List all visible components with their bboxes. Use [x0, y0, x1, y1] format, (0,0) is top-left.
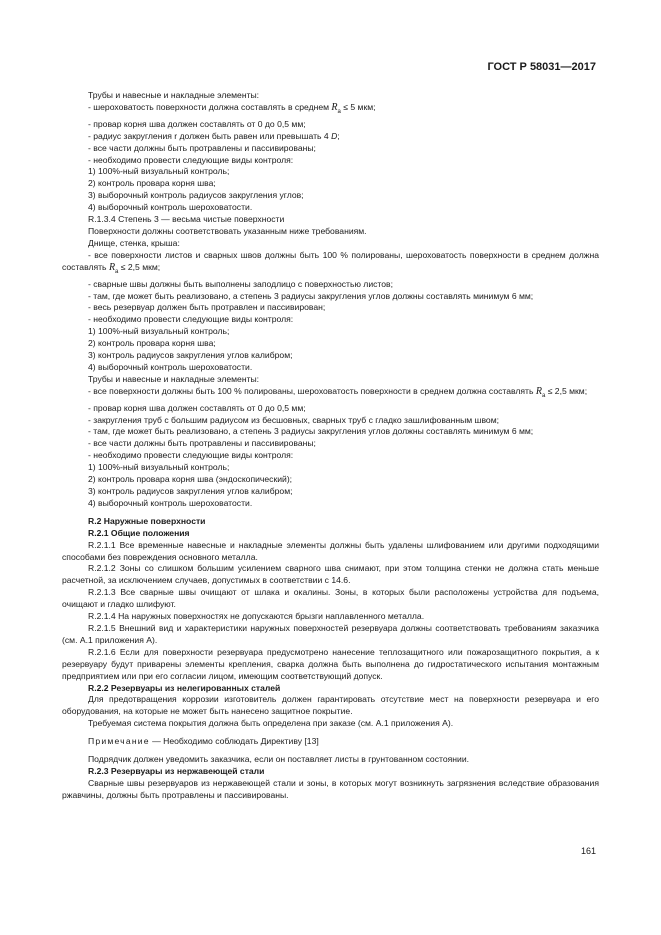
- document-body: [62, 90, 599, 802]
- document-header: ГОСТ Р 58031—2017: [487, 61, 596, 73]
- list-item: - радиус закругления r должен быть равен или превышать 4 D;: [88, 130, 340, 141]
- section-heading: R.2 Наружные поверхности: [88, 515, 206, 526]
- note-text: — Необходимо соблюдать Директиву [13]: [149, 736, 319, 747]
- ra-symbol: $R_a$: [331, 101, 341, 115]
- page-number: 161: [580, 846, 596, 856]
- list-item: - необходимо провести следующие виды контроля:: [88, 154, 294, 165]
- ra-symbol: $R_a$: [535, 385, 546, 399]
- list-item: - необходимо провести следующие виды контроля:: [88, 314, 294, 325]
- paragraph: Для предотвращения коррозии изготовитель должен гарантировать отсутствие мест на поверхности резервуара и его оборудования, на которые не может быть нанесено защитное покрытие.: [62, 694, 599, 717]
- paragraph: Поверхности должны соответствовать указанным ниже требованиям.: [88, 225, 367, 236]
- list-item: 1) 100%-ный визуальный контроль;: [88, 166, 230, 177]
- paragraph: Сварные швы резервуаров из нержавеющей стали и зоны, в которых могут возникнуть загрязнения вследствие образования ржавчины, должны быть протравлены и пассивированы.: [62, 777, 599, 800]
- note-label: Примечание: [88, 736, 150, 747]
- list-item: - все поверхности листов и сварных швов должны быть 100 % полированы, шероховатость поверхности в среднем должна составлять $R_a \le 2,5$ мкм;: [62, 249, 599, 275]
- list-item: 2) контроль провара корня шва (эндоскопический);: [88, 474, 293, 485]
- paragraph: Подрядчик должен уведомить заказчика, если он поставляет листы в грунтованном состоянии.: [88, 754, 470, 765]
- list-item: - весь резервуар должен быть протравлен и пассивирован;: [88, 302, 326, 313]
- paragraph: R.2.1.1 Все временные навесные и накладные элементы должны быть удалены шлифованием или другими подходящими способами без повреждения основного металла.: [62, 539, 599, 562]
- list-item: 3) контроль радиусов закругления углов калибром;: [88, 350, 293, 361]
- list-item: - необходимо провести следующие виды контроля:: [88, 450, 294, 461]
- list-item: - все поверхности должны быть 100 % полированы, шероховатость поверхности в среднем должна составлять $R_a \le 2,5$ мкм;: [88, 385, 588, 399]
- paragraph: R.2.1.6 Если для поверхности резервуара предусмотрено нанесение теплозащитного или пожарозащитного покрытия, а к резервуару будут приварены элементы крепления, сварка должна быть выполнена до гидростатического испытания монтажным предприятием или при его согласии лицом, имеющим соответствующий допуск.: [62, 646, 599, 681]
- list-item: - шероховатость поверхности должна составлять в среднем $R_a \le 5$ мкм;: [88, 101, 376, 115]
- paragraph: Днище, стенка, крыша:: [88, 237, 180, 248]
- subsection-heading: R.2.3 Резервуары из нержавеющей стали: [88, 765, 265, 776]
- list-item: 4) выборочный контроль шероховатости.: [88, 497, 253, 508]
- paragraph: Трубы и навесные и накладные элементы:: [88, 90, 260, 100]
- subsection-heading: R.2.1 Общие положения: [88, 527, 190, 538]
- list-item: - там, где может быть реализовано, а степень 3 радиусы закругления углов должны составлять минимум 6 мм;: [88, 290, 534, 301]
- list-item: - там, где может быть реализовано, а степень 3 радиусы закругления углов должны составлять минимум 6 мм;: [88, 426, 534, 437]
- list-item: 3) выборочный контроль радиусов закругления углов;: [88, 190, 304, 201]
- list-item: - закругления труб с большим радиусом из бесшовных, сварных труб с гладко зашлифованным швом;: [88, 414, 499, 425]
- paragraph: R.2.1.4 На наружных поверхностях не допускаются брызги наплавленного металла.: [88, 611, 425, 622]
- subsection-heading: R.2.2 Резервуары из нелегированных сталей: [88, 682, 281, 693]
- list-item: 2) контроль провара корня шва;: [88, 178, 216, 189]
- paragraph: R.2.1.5 Внешний вид и характеристики наружных поверхностей резервуара должны соответствовать требованиям заказчика (см. А.1 приложения А).: [62, 622, 599, 645]
- list-item: 4) выборочный контроль шероховатости.: [88, 202, 253, 213]
- list-item: 4) выборочный контроль шероховатости.: [88, 361, 253, 372]
- note: [62, 736, 599, 748]
- list-item: - провар корня шва должен составлять от 0 до 0,5 мм;: [88, 118, 306, 129]
- paragraph: Трубы и навесные и накладные элементы:: [88, 373, 260, 384]
- paragraph: Требуемая система покрытия должна быть определена при заказе (см. А.1 приложения А).: [88, 718, 454, 729]
- list-item: 3) контроль радиусов закругления углов калибром;: [88, 486, 293, 496]
- list-item: 1) 100%-ный визуальный контроль;: [88, 462, 230, 473]
- list-item: 1) 100%-ный визуальный контроль;: [88, 326, 230, 337]
- paragraph: R.2.1.2 Зоны со слишком большим усилением сварного шва снимают, при этом толщина стенки не должна стать меньше расчетной, за исключением случаев, допустимых в соответствии с 14.6.: [62, 563, 599, 586]
- list-item: - провар корня шва должен составлять от 0 до 0,5 мм;: [88, 402, 306, 413]
- clause-heading: R.1.3.4 Степень 3 — весьма чистые поверхности: [88, 214, 285, 225]
- ra-symbol: $R_a$: [108, 261, 119, 275]
- list-item: 2) контроль провара корня шва;: [88, 338, 216, 349]
- paragraph: R.2.1.3 Все сварные швы очищают от шлака и окалины. Зоны, в которых были расположены устройства для подъема, очищают и гладко шлифуют.: [62, 587, 599, 610]
- list-item: - все части должны быть протравлены и пассивированы;: [88, 438, 316, 449]
- list-item: - сварные швы должны быть выполнены заподлицо с поверхностью листов;: [88, 278, 393, 289]
- list-item: - все части должны быть протравлены и пассивированы;: [88, 142, 316, 153]
